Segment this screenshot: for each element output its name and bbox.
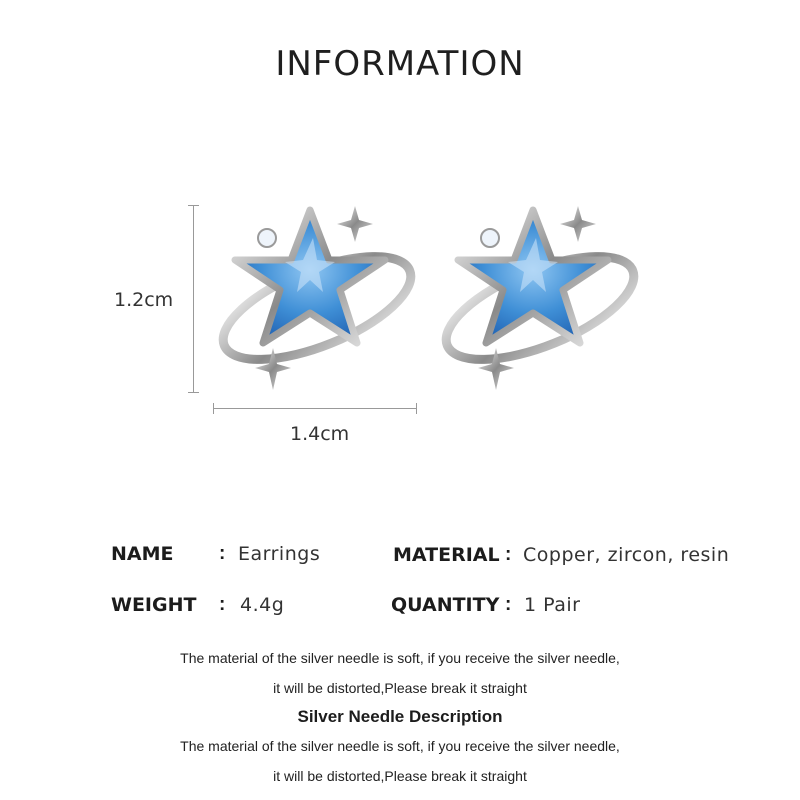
spec-name-key: NAME xyxy=(111,543,174,565)
spec-material-key: MATERIAL xyxy=(393,544,500,566)
spec-quantity-key: QUANTITY xyxy=(391,594,500,616)
spec-material-value: Copper, zircon, resin xyxy=(523,544,730,566)
note-line-4: it will be distorted,Please break it straight xyxy=(273,768,527,784)
spec-name-colon: : xyxy=(219,543,226,564)
width-dimension-line xyxy=(213,408,417,409)
spec-weight-key: WEIGHT xyxy=(111,594,197,616)
width-label: 1.4cm xyxy=(290,423,350,445)
spec-quantity-colon: : xyxy=(505,594,512,615)
spec-material-colon: : xyxy=(505,544,512,565)
earring-left-image xyxy=(205,198,435,398)
height-label: 1.2cm xyxy=(114,289,174,311)
spec-weight-colon: : xyxy=(219,594,226,615)
spec-name-value: Earrings xyxy=(238,543,321,565)
silver-needle-section-title: Silver Needle Description xyxy=(297,707,503,726)
page-title: INFORMATION xyxy=(275,44,525,84)
note-line-1: The material of the silver needle is soft, if you receive the silver needle, xyxy=(180,650,620,666)
spec-weight-value: 4.4g xyxy=(240,594,285,616)
height-dimension-line xyxy=(193,205,194,393)
earring-right-image xyxy=(428,198,658,398)
spec-quantity-value: 1 Pair xyxy=(524,594,581,616)
note-line-2: it will be distorted,Please break it straight xyxy=(273,680,527,696)
note-line-3: The material of the silver needle is soft, if you receive the silver needle, xyxy=(180,738,620,754)
